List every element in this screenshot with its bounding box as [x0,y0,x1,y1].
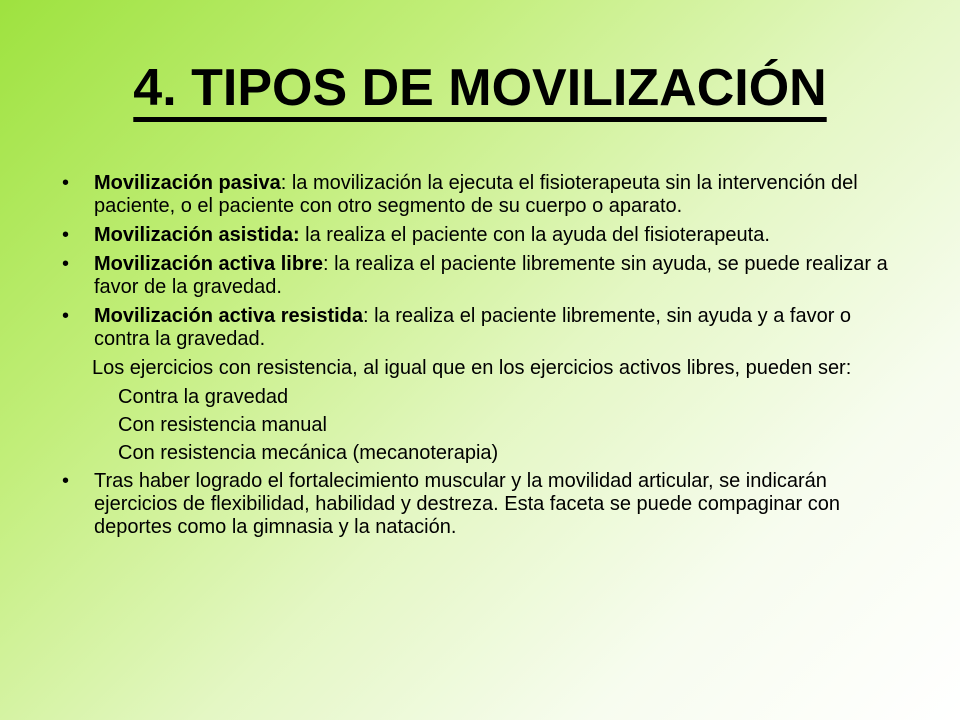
bullet-icon: • [62,253,70,275]
bullet-item-movilizacion-activa-libre [62,253,900,299]
bullet-icon: • [62,470,70,492]
term-label: Movilización activa libre [94,253,323,275]
bullet-icon: • [62,305,70,327]
resistance-exercises-paragraph: Los ejercicios con resistencia, al igual que en los ejercicios activos libres, pueden ser: [92,357,852,379]
sub-item-contra-gravedad: Contra la gravedad [118,386,289,408]
term-description: la realiza el paciente con la ayuda del fisioterapeuta. [299,224,770,246]
term-description: : la realiza el paciente libremente sin ayuda, se puede realizar a favor de la gravedad. [94,253,888,298]
slide-content [62,172,900,545]
term-label: Movilización pasiva [94,172,281,194]
term-label: Movilización asistida: [94,224,300,246]
sub-item-resistencia-mecanica: Con resistencia mecánica (mecanoterapia) [118,442,499,464]
bullet-item-movilizacion-pasiva [62,172,900,218]
bullet-item-movilizacion-asistida [62,224,900,247]
term-description: : la movilización la ejecuta el fisioterapeuta sin la intervención del paciente, o el paciente con otro segmento de su cuerpo o aparato. [94,172,858,217]
slide-title-text: 4. TIPOS DE MOVILIZACIÓN [133,59,827,117]
bullet-icon: • [62,224,70,246]
slide-title [0,52,960,124]
bullet-item-flexibilidad [62,470,900,539]
term-description: : la realiza el paciente libremente, sin ayuda y a favor o contra la gravedad. [94,305,852,350]
bullet-item-movilizacion-activa-resistida [62,305,900,351]
sub-item-resistencia-manual: Con resistencia manual [118,414,327,436]
final-item-text: Tras haber logrado el fortalecimiento muscular y la movilidad articular, se indicarán ejercicios de flexibilidad, habilidad y destreza. Esta faceta se puede compaginar con deportes como la gimnasia y la natación. [94,470,840,538]
term-label: Movilización activa resistida [94,305,363,327]
bullet-icon: • [62,172,70,194]
